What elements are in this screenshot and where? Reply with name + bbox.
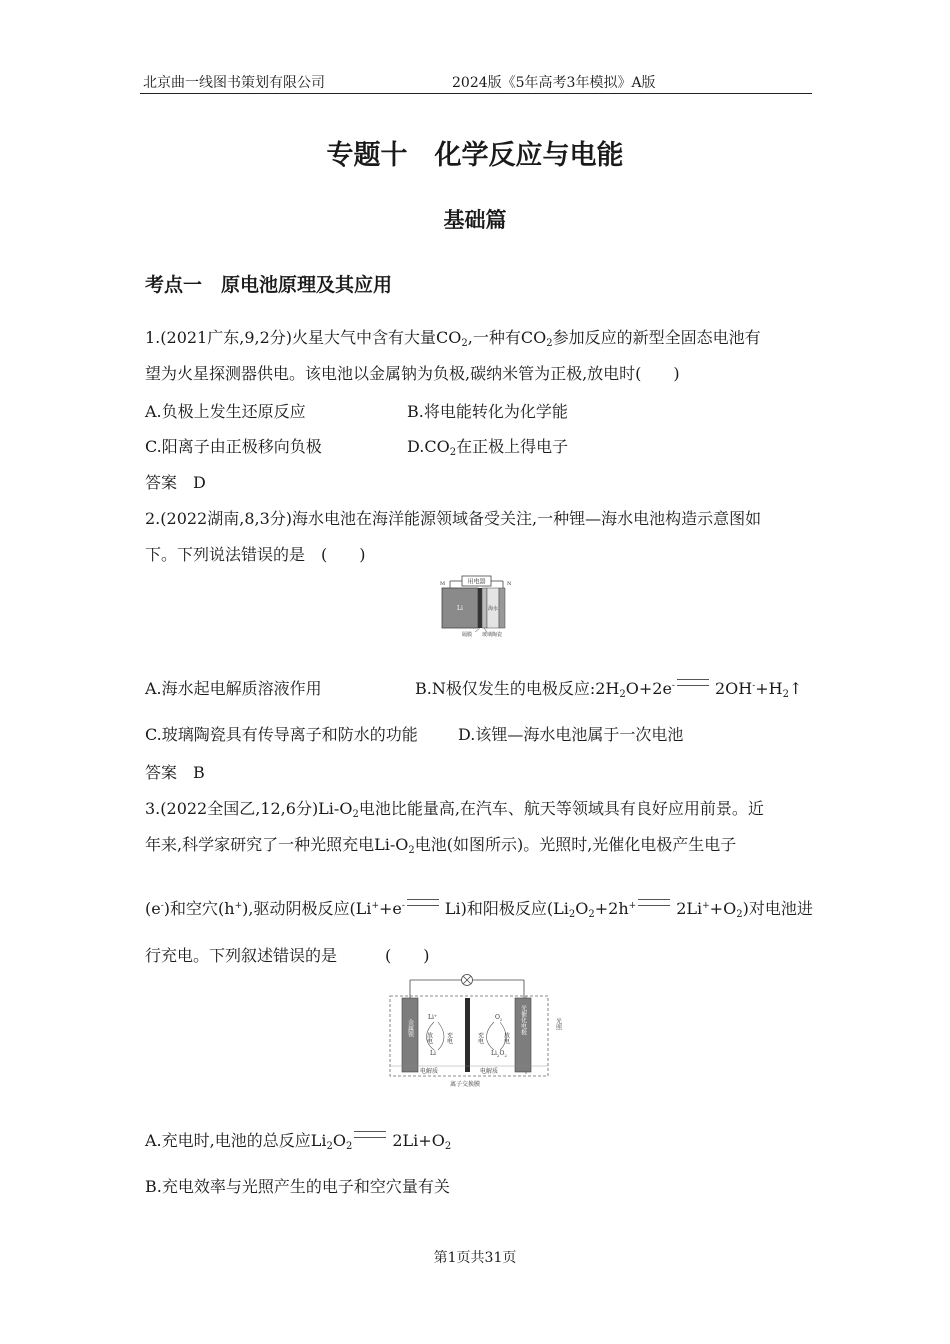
ion-exchange-membrane: [465, 998, 470, 1072]
li-label: Li: [457, 605, 463, 612]
separator: [478, 588, 482, 628]
right-discharge-label: 放电: [502, 1032, 510, 1044]
n-label: N: [507, 581, 512, 587]
q1-option-c: C.阳离子由正极移向负极: [145, 437, 322, 456]
left-charge-label: 充电: [445, 1032, 453, 1044]
q3-option-b: B.充电效率与光照产生的电子和空穴量有关: [145, 1177, 450, 1196]
chapter-title: 专题十 化学反应与电能: [326, 140, 624, 171]
seawater-label: 海水: [487, 606, 499, 612]
page-footer: 第1页共31页: [433, 1250, 517, 1266]
q1-option-a: A.负极上发生还原反应: [145, 402, 306, 421]
q2-option-b: B.N极仅发生的电极反应$:2H_2O+2e^-$ $2OH^-+H_2↑$: [415, 679, 803, 700]
membrane-label: 离子交换膜: [450, 1081, 481, 1088]
header-rule: [140, 93, 812, 94]
m-label: M: [440, 581, 446, 587]
q2-option-d: D.该锂—海水电池属于一次电池: [458, 725, 684, 744]
q1-stem-line1: 1.(2021广东,9,2分)火星大气中含有大量$CO_2$,一种有$CO_2$参加反应的新型全固态电池有: [145, 328, 761, 349]
q3-stem-line1: 3.(2022全国乙,12,6分)$Li-O_2$电池比能量高,在汽车、航天等领域具有良好应用前景。近: [145, 799, 764, 820]
glass-ceramic: [482, 588, 487, 628]
header-company: 北京曲一线图书策划有限公司: [143, 75, 325, 91]
left-discharge-label: 放电: [425, 1032, 433, 1044]
q2-answer: 答案 B: [145, 763, 205, 782]
q3-stem-line4: 行充电。下列叙述错误的是 ( ): [145, 946, 430, 965]
q1-option-d: $D.CO_2$在正极上得电子: [407, 437, 569, 458]
q3-stem-line3: (e-)和空穴(h+),驱动阴极反应(Li++e- Li)和阳极反应($Li_2O_2+2h^+$ $2Li^++O_2$)对电池进: [145, 899, 813, 920]
q2-stem-line2: 下。下列说法错误的是 ( ): [145, 545, 366, 564]
photo-electrode-label: 光催化电极: [519, 1005, 527, 1035]
light-label: 光照: [554, 1018, 562, 1030]
right-cycle-arrow: [487, 1022, 495, 1050]
load-label: 用电器: [467, 578, 486, 586]
q1-stem-line2: 望为火星探测器供电。该电池以金属钠为负极,碳纳米管为正极,放电时( ): [145, 364, 680, 383]
separator-label: 隔膜: [462, 632, 473, 638]
section-title: 考点一 原电池原理及其应用: [145, 274, 393, 296]
left-cycle-arrow-return: [438, 1022, 444, 1050]
right-charge-label: 充电: [476, 1032, 484, 1044]
part-title: 基础篇: [443, 208, 507, 232]
li-ion-label: Li+: [428, 1013, 438, 1021]
q3-option-a: A.充电时,电池的总反应$Li_2O_2$ $2Li+O_2$: [145, 1131, 452, 1152]
left-electrolyte-label: 电解质: [420, 1068, 439, 1075]
q3-battery-diagram: [388, 974, 568, 1090]
li2o2-label: $Li_2O_2$: [491, 1050, 507, 1058]
o2-label: $O_2$: [495, 1014, 503, 1022]
q2-option-c: C.玻璃陶瓷具有传导离子和防水的功能: [145, 725, 418, 744]
q2-battery-diagram: [438, 574, 516, 638]
glass-ceramic-label: 玻璃陶瓷: [482, 632, 503, 638]
metal-li-label: 金属锂: [406, 1019, 414, 1037]
q1-answer: 答案 D: [145, 473, 206, 492]
q2-stem-line1: 2.(2022湖南,8,3分)海水电池在海洋能源领域备受关注,一种锂—海水电池构造示意图如: [145, 509, 762, 528]
q2-option-a: A.海水起电解质溶液作用: [145, 679, 322, 698]
li-atom-label: Li: [430, 1050, 436, 1057]
right-electrolyte-label: 电解质: [480, 1068, 499, 1075]
q1-option-b: B.将电能转化为化学能: [407, 402, 568, 421]
q3-stem-line2: 年来,科学家研究了一种光照充电$Li-O_2$电池(如图所示)。光照时,光催化电极产生电子: [145, 835, 737, 856]
n-electrode: [499, 588, 505, 628]
header-book-title: 2024版《5年高考3年模拟》A版: [452, 75, 656, 91]
